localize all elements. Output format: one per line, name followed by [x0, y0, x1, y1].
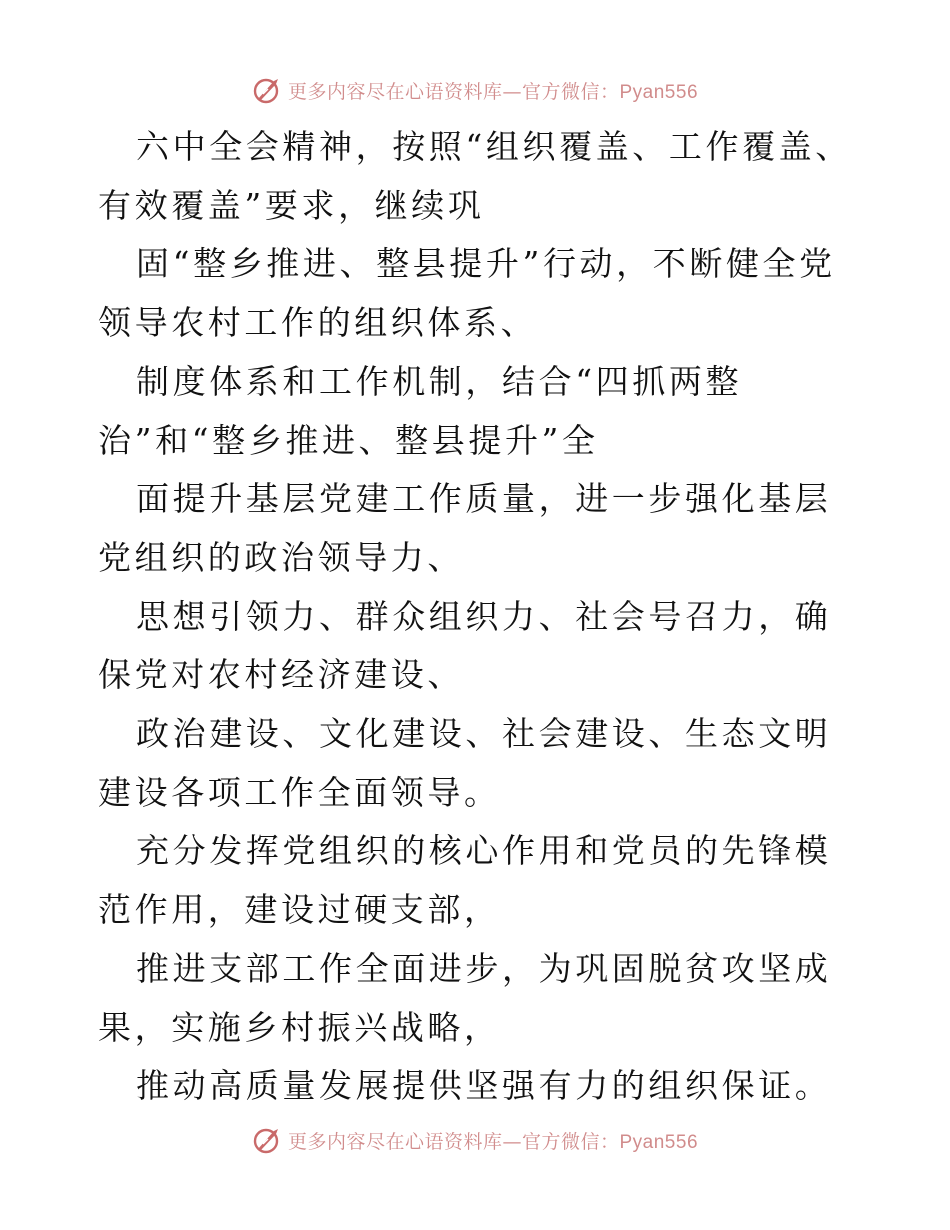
paragraph: 制度体系和工作机制，结合“四抓两整 [136, 361, 743, 401]
header-banner [0, 70, 950, 110]
quill-pen-circle-icon [252, 1125, 282, 1155]
footer-wechat-id: Pyan556 [619, 1131, 699, 1153]
paragraph: 固“整乡推进、整县提升”行动，不断健全党领导农村工作的组织体系、 [98, 244, 836, 343]
header-banner-text: 更多内容尽在心语资料库—官方微信：Pyan556 [287, 80, 699, 103]
header-wechat-id: Pyan556 [619, 81, 699, 103]
footer-banner [0, 1120, 950, 1160]
paragraph: 政治建设、文化建设、社会建设、生态文明建设各项工作全面领导。 [98, 714, 832, 812]
paragraph: 面提升基层党建工作质量，进一步强化基层党组织的政治领导力、 [98, 479, 832, 577]
paragraph: 六中全会精神，按照“组织覆盖、工作覆盖、有效覆盖”要求，继续巩 [98, 127, 852, 225]
footer-banner-text: 更多内容尽在心语资料库—官方微信：Pyan556 [287, 1130, 699, 1153]
document-body [98, 118, 858, 1116]
paragraph: 充分发挥党组织的核心作用和党员的先锋模范作用，建设过硬支部， [98, 831, 832, 930]
paragraph: 推动高质量发展提供坚强有力的组织保证。 [136, 1066, 832, 1106]
paragraph-no-indent: 治”和“整乡推进、整县提升”全 [98, 420, 599, 460]
paragraph: 推进支部工作全面进步，为巩固脱贫攻坚成果，实施乡村振兴战略， [98, 948, 832, 1047]
quill-pen-circle-icon [252, 75, 282, 105]
paragraph: 思想引领力、群众组织力、社会号召力，确保党对农村经济建设、 [98, 596, 832, 695]
